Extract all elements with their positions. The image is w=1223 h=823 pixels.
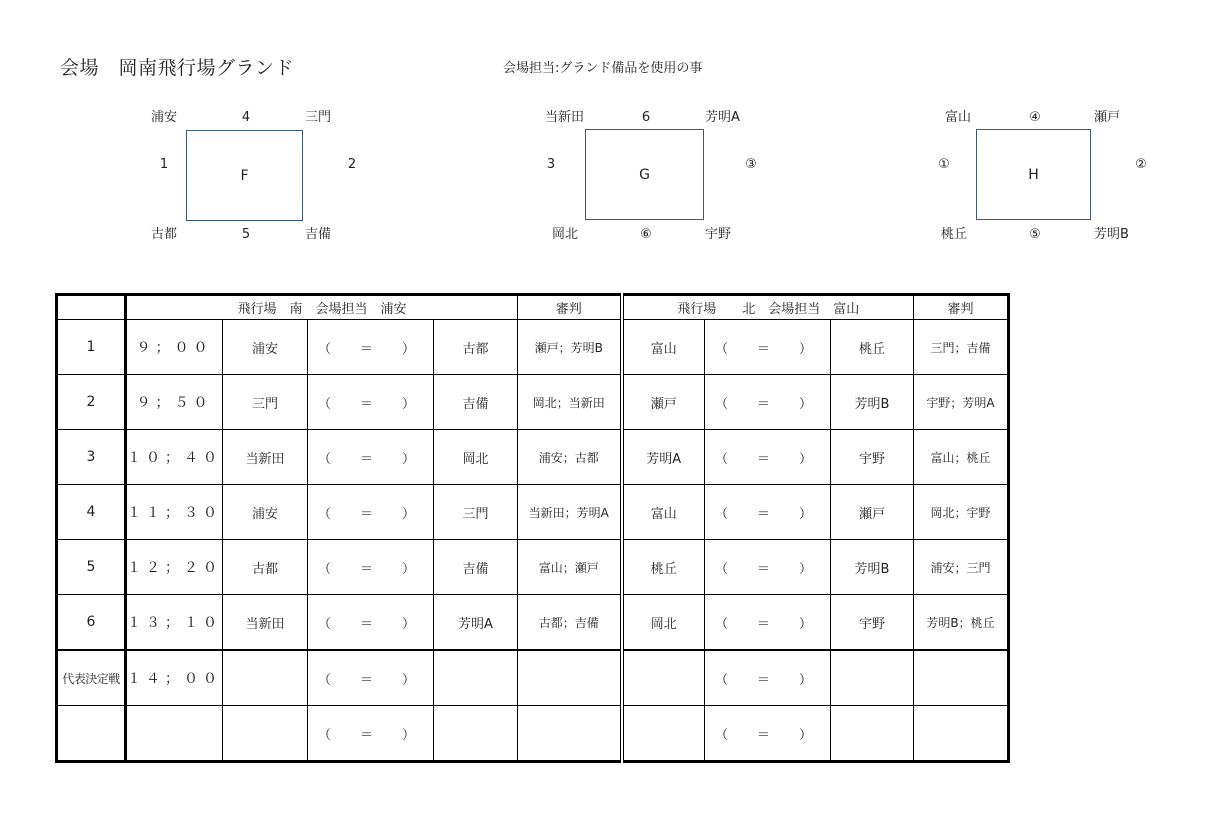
field-label-bottom-left: 古都: [151, 227, 178, 242]
south-referees: 古都；吉備: [518, 595, 622, 651]
field-diagram-h: [920, 100, 1220, 250]
north-score: （ ＝ ）: [705, 375, 831, 430]
table-row: [57, 320, 1009, 375]
match-number: 4: [57, 485, 126, 540]
empty-cell: [434, 706, 518, 762]
empty-cell: [223, 650, 308, 706]
south-referee-header: 審判: [518, 295, 622, 320]
north-referees: 宇野；芳明A: [914, 375, 1009, 430]
table-row: [57, 485, 1009, 540]
north-referees: 浦安；三門: [914, 540, 1009, 595]
north-home-team: 富山: [622, 320, 705, 375]
south-score: （ ＝ ）: [308, 485, 434, 540]
north-away-team: 瀬戸: [831, 485, 914, 540]
north-away-team: 芳明B: [831, 540, 914, 595]
table-row: [57, 430, 1009, 485]
field-label-bottom-left: 桃丘: [941, 227, 968, 242]
table-row: [57, 595, 1009, 651]
match-time: ９；５０: [126, 375, 223, 430]
north-referees: 三門；吉備: [914, 320, 1009, 375]
south-home-team: 三門: [223, 375, 308, 430]
field-label-left: 3: [546, 157, 556, 172]
match-number: 5: [57, 540, 126, 595]
field-diagram-f: [140, 100, 440, 250]
north-score: （ ＝ ）: [705, 595, 831, 651]
north-score: （ ＝ ）: [705, 540, 831, 595]
field-label-top-right: 瀬戸: [1094, 110, 1121, 125]
south-referees: 富山；瀬戸: [518, 540, 622, 595]
south-score: （ ＝ ）: [308, 320, 434, 375]
north-referee-header: 審判: [914, 295, 1009, 320]
empty-cell: [831, 706, 914, 762]
north-score: （ ＝ ）: [705, 320, 831, 375]
south-away-team: 岡北: [434, 430, 518, 485]
field-label-top-right: 三門: [305, 110, 332, 125]
empty-cell: [518, 706, 622, 762]
field-label-top-left: 富山: [945, 110, 972, 125]
page-title: 会場 岡南飛行場グランド: [60, 57, 295, 79]
south-home-team: 浦安: [223, 485, 308, 540]
south-score: （ ＝ ）: [308, 375, 434, 430]
north-home-team: 瀬戸: [622, 375, 705, 430]
south-away-team: 三門: [434, 485, 518, 540]
final-match-row: [57, 650, 1009, 706]
north-home-team: 桃丘: [622, 540, 705, 595]
extra-match-row: [57, 706, 1009, 762]
match-time: １３；１０: [126, 595, 223, 651]
empty-cell: [831, 650, 914, 706]
north-away-team: 芳明B: [831, 375, 914, 430]
field-label-left: 1: [159, 157, 169, 172]
south-venue-header: 飛行場 南 会場担当 浦安: [126, 295, 518, 320]
north-referees: 富山；桃丘: [914, 430, 1009, 485]
field-name: H: [1028, 166, 1039, 183]
field-box: [186, 130, 303, 221]
field-box: [976, 129, 1091, 220]
field-label-bottom-right: 芳明B: [1094, 227, 1129, 242]
empty-cell: [57, 706, 126, 762]
match-schedule-table: [55, 293, 1010, 763]
field-label-right: ②: [1135, 157, 1147, 172]
south-away-team: 吉備: [434, 375, 518, 430]
match-time: １１；３０: [126, 485, 223, 540]
field-label-top: 4: [241, 110, 251, 125]
field-label-bottom: 5: [241, 227, 251, 242]
south-home-team: 浦安: [223, 320, 308, 375]
venue-note: 会場担当:グランド備品を使用の事: [503, 61, 703, 76]
south-away-team: 芳明A: [434, 595, 518, 651]
south-score: （ ＝ ）: [308, 595, 434, 651]
empty-cell: [914, 706, 1009, 762]
south-score: （ ＝ ）: [308, 430, 434, 485]
empty-cell: [622, 706, 705, 762]
match-number: 6: [57, 595, 126, 651]
match-time: ９；００: [126, 320, 223, 375]
south-referees: 瀬戸；芳明B: [518, 320, 622, 375]
empty-cell: [126, 706, 223, 762]
match-time: １２；２０: [126, 540, 223, 595]
field-box: [585, 129, 704, 220]
south-home-team: 当新田: [223, 595, 308, 651]
field-label-top-left: 浦安: [151, 110, 178, 125]
south-away-team: 吉備: [434, 540, 518, 595]
empty-cell: [434, 650, 518, 706]
south-score: （ ＝ ）: [308, 706, 434, 762]
field-label-top: ④: [1029, 110, 1041, 125]
north-score: （ ＝ ）: [705, 650, 831, 706]
table-header-row: [57, 295, 1009, 320]
header-blank-cell: [57, 295, 126, 320]
final-match-label: 代表決定戦: [57, 650, 126, 706]
empty-cell: [518, 650, 622, 706]
field-label-top-left: 当新田: [545, 110, 585, 125]
field-name: F: [240, 167, 249, 184]
north-score: （ ＝ ）: [705, 485, 831, 540]
empty-cell: [622, 650, 705, 706]
north-venue-header: 飛行場 北 会場担当 富山: [622, 295, 914, 320]
south-away-team: 古都: [434, 320, 518, 375]
field-label-top: 6: [641, 110, 651, 125]
south-referees: 岡北；当新田: [518, 375, 622, 430]
field-label-top-right: 芳明A: [705, 110, 740, 125]
empty-cell: [223, 706, 308, 762]
field-label-bottom-right: 吉備: [305, 227, 332, 242]
north-home-team: 芳明A: [622, 430, 705, 485]
match-number: 3: [57, 430, 126, 485]
south-referees: 浦安；古都: [518, 430, 622, 485]
table-row: [57, 375, 1009, 430]
south-score: （ ＝ ）: [308, 540, 434, 595]
field-label-bottom: ⑤: [1029, 227, 1041, 242]
north-referees: 岡北；宇野: [914, 485, 1009, 540]
field-label-bottom-right: 宇野: [705, 227, 732, 242]
south-referees: 当新田；芳明A: [518, 485, 622, 540]
north-away-team: 宇野: [831, 595, 914, 651]
north-home-team: 岡北: [622, 595, 705, 651]
field-label-bottom: ⑥: [640, 227, 652, 242]
field-name: G: [639, 166, 650, 183]
north-away-team: 宇野: [831, 430, 914, 485]
empty-cell: [914, 650, 1009, 706]
match-time: １０；４０: [126, 430, 223, 485]
match-number: 1: [57, 320, 126, 375]
field-label-left: ①: [938, 157, 950, 172]
south-home-team: 古都: [223, 540, 308, 595]
final-match-time: １４；００: [126, 650, 223, 706]
north-score: （ ＝ ）: [705, 706, 831, 762]
north-away-team: 桃丘: [831, 320, 914, 375]
south-home-team: 当新田: [223, 430, 308, 485]
match-number: 2: [57, 375, 126, 430]
table-row: [57, 540, 1009, 595]
field-diagram-g: [535, 100, 835, 250]
north-score: （ ＝ ）: [705, 430, 831, 485]
field-label-bottom-left: 岡北: [552, 227, 579, 242]
south-score: （ ＝ ）: [308, 650, 434, 706]
field-label-right: ③: [745, 157, 757, 172]
field-label-right: 2: [347, 157, 357, 172]
north-referees: 芳明B；桃丘: [914, 595, 1009, 651]
north-home-team: 富山: [622, 485, 705, 540]
